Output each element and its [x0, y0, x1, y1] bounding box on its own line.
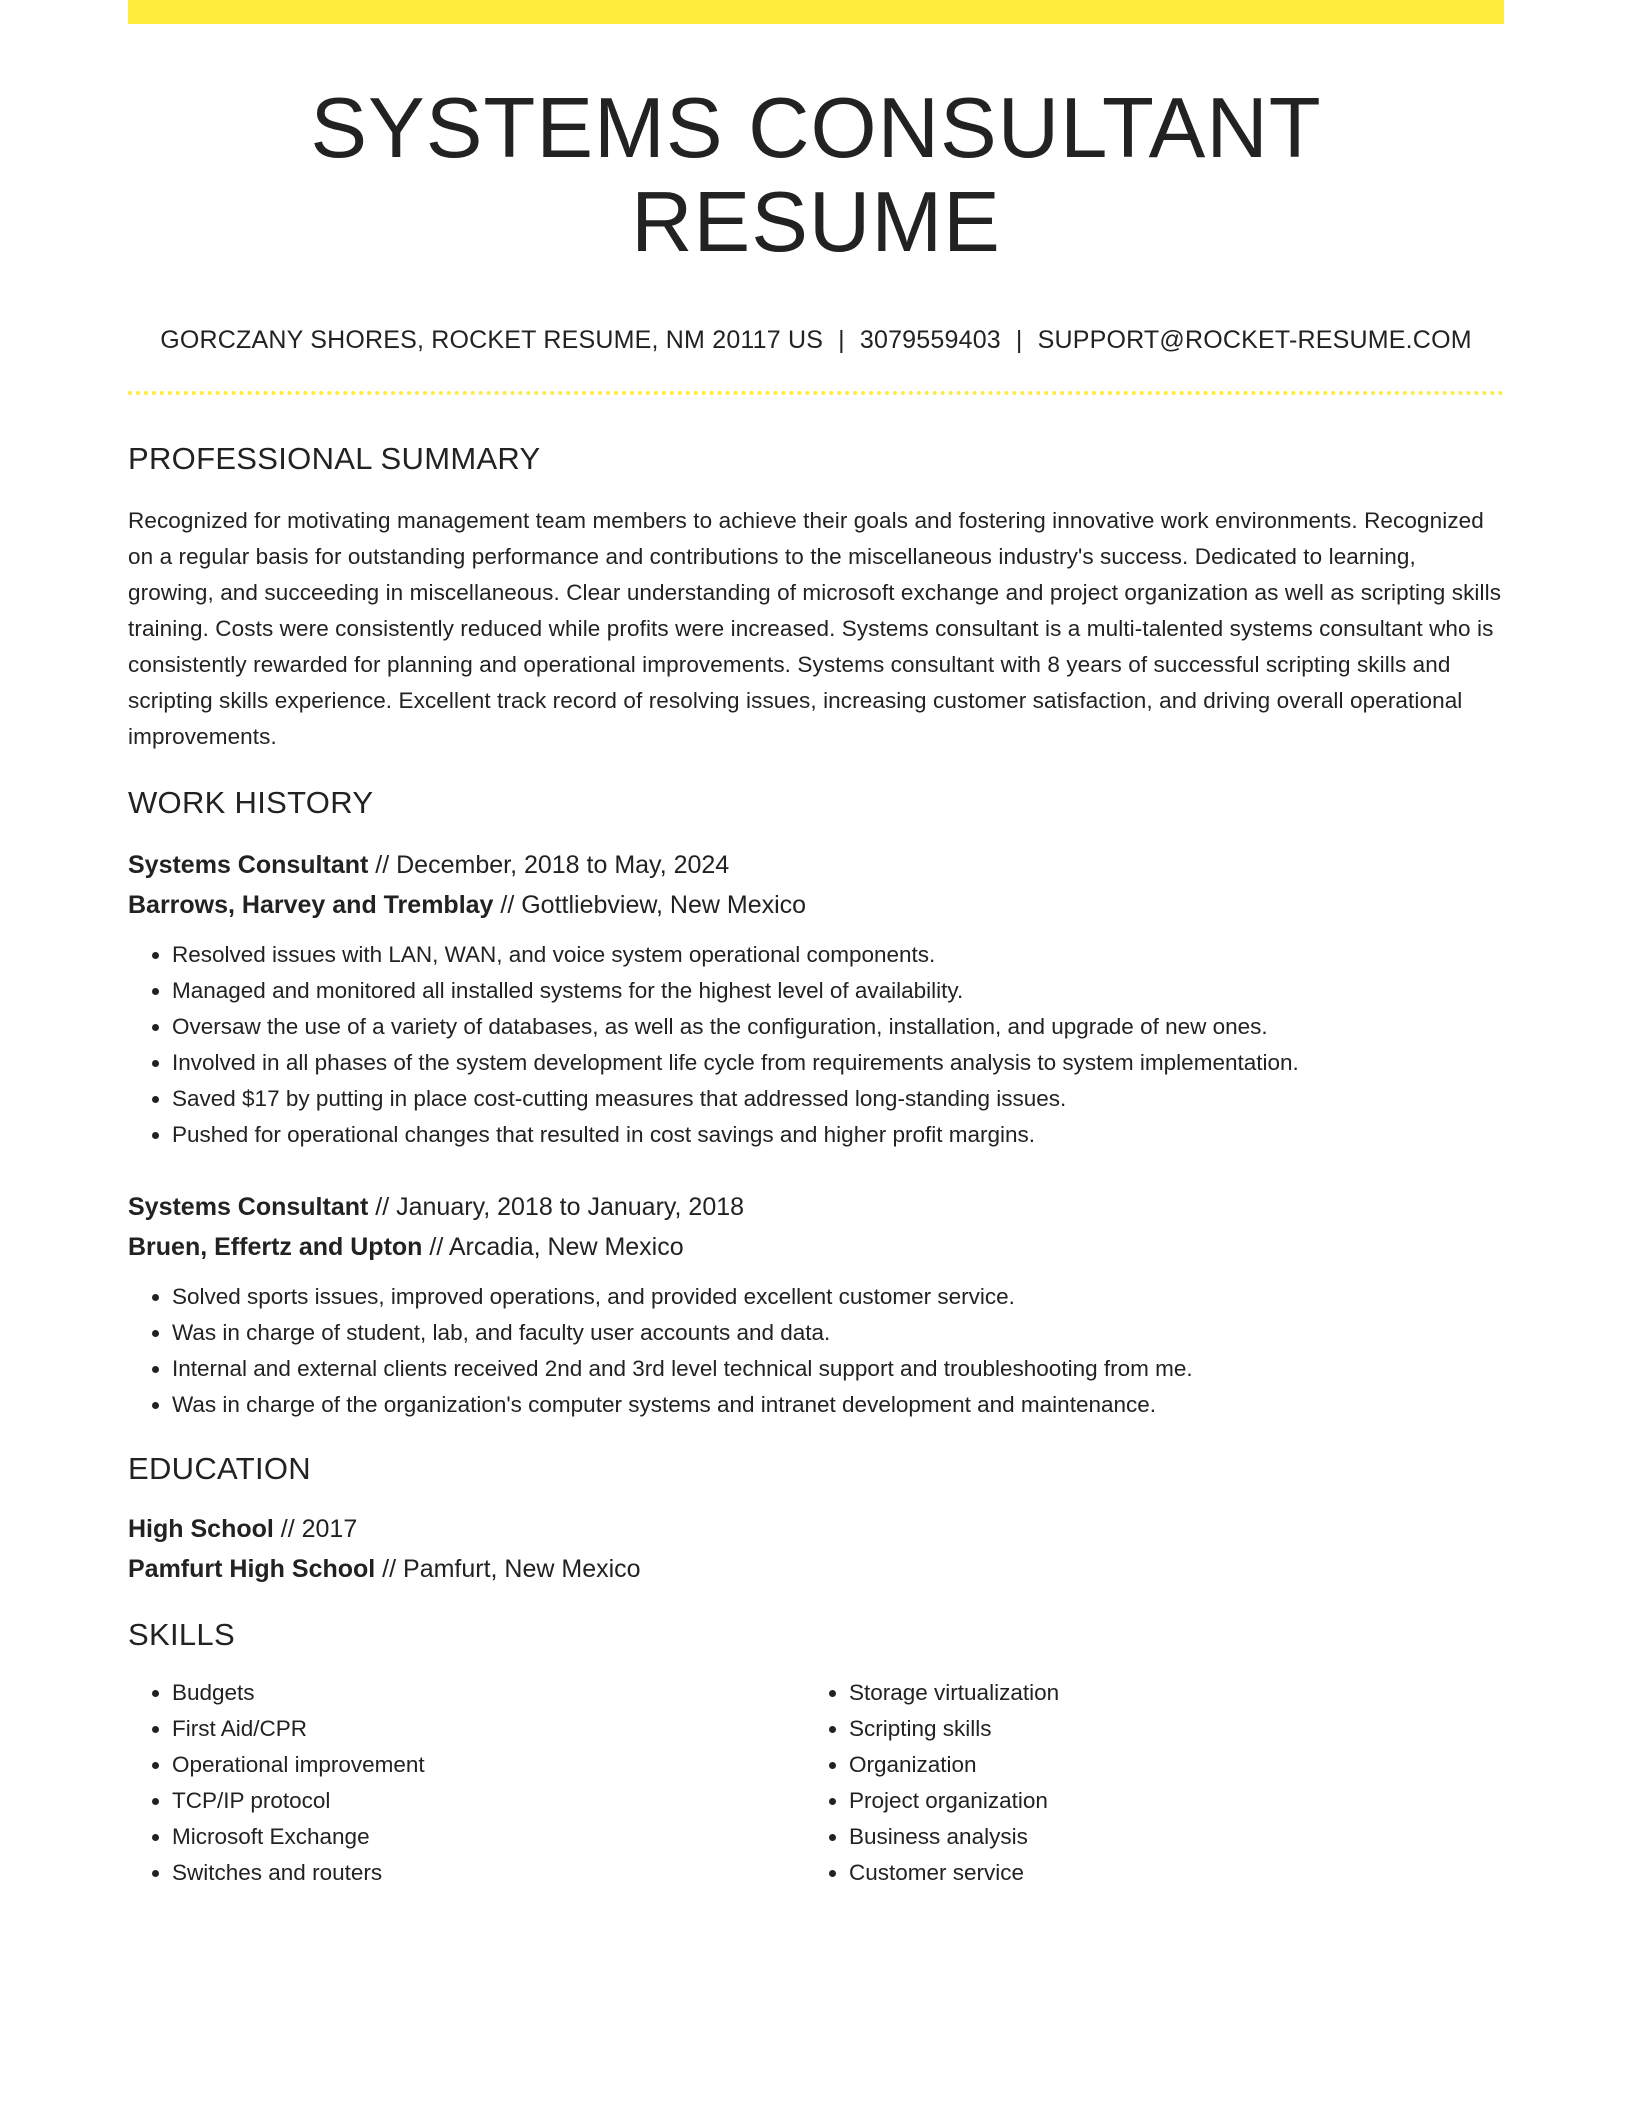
job-company: Bruen, Effertz and Upton [128, 1232, 423, 1261]
job-location: // Arcadia, New Mexico [422, 1232, 684, 1261]
job-company: Barrows, Harvey and Tremblay [128, 890, 494, 919]
list-item: • Managed and monitored all installed systems for the highest level of availability. [172, 973, 1504, 1009]
list-item: • Involved in all phases of the system development life cycle from requirements analysis to system implementation. [172, 1045, 1504, 1081]
job-duties-list [128, 1279, 1504, 1423]
list-item: • Internal and external clients received 2nd and 3rd level technical support and troubleshooting from me. [172, 1351, 1504, 1387]
summary-text: Recognized for motivating management team members to achieve their goals and fostering innovative work environments. Recognized on a regular basis for outstanding performance and contributions to the miscellaneous industry's success. Dedicated to learning, growing, and succeeding in miscellaneous. Clear understanding of microsoft exchange and project organization as well as scripting skills training. Costs were consistently reduced while profits were increased. Systems consultant is a multi-talented systems consultant who is consistently rewarded for planning and operational improvements. Systems consultant with 8 years of successful scripting skills and scripting skills experience. Excellent track record of resolving issues, increasing customer satisfaction, and driving overall operational improvements. [128, 507, 1502, 749]
list-item: • Oversaw the use of a variety of databases, as well as the configuration, installation, and upgrade of new ones. [172, 1009, 1504, 1045]
skill-item: • Scripting skills [849, 1711, 1449, 1747]
page-title: SYSTEMS CONSULTANT RESUME [310, 81, 1322, 270]
contact-line [128, 326, 1504, 355]
list-item: • Saved $17 by putting in place cost-cutting measures that addressed long-standing issues. [172, 1081, 1504, 1117]
list-item: • Pushed for operational changes that resulted in cost savings and higher profit margins. [172, 1117, 1504, 1153]
accent-bar [128, 0, 1504, 24]
list-item: • Was in charge of student, lab, and faculty user accounts and data. [172, 1315, 1504, 1351]
skill-item: • Storage virtualization [849, 1675, 1449, 1711]
job-company-line [128, 1227, 1504, 1267]
job-location: // Gottliebview, New Mexico [493, 890, 807, 919]
skill-item: • Project organization [849, 1783, 1449, 1819]
skill-item: • Organization [849, 1747, 1449, 1783]
skill-item: • Budgets [172, 1675, 805, 1711]
job-title-line [128, 845, 1504, 885]
contact-address: GORCZANY SHORES, ROCKET RESUME, NM 20117 US [160, 325, 824, 354]
education-entry [128, 1509, 1504, 1589]
job-entry [128, 845, 1504, 1153]
contact-separator: | [1015, 325, 1023, 354]
job-dates: // December, 2018 to May, 2024 [368, 850, 730, 879]
degree-line [128, 1509, 1504, 1549]
contact-email: SUPPORT@ROCKET-RESUME.COM [1037, 325, 1472, 354]
job-title-line [128, 1187, 1504, 1227]
job-company-line [128, 885, 1504, 925]
skill-item: • Switches and routers [172, 1855, 805, 1891]
header-divider [128, 391, 1504, 395]
skills-heading: SKILLS [128, 1616, 235, 1652]
school-name: Pamfurt High School [128, 1554, 376, 1583]
skills-grid [128, 1675, 1504, 1891]
contact-separator: | [838, 325, 845, 354]
job-duties-list [128, 937, 1504, 1153]
resume-page [128, 0, 1504, 1891]
job-title: Systems Consultant [128, 850, 369, 879]
skill-item: • Business analysis [849, 1819, 1449, 1855]
contact-phone: 3079559403 [859, 325, 1001, 354]
job-entry [128, 1187, 1504, 1423]
skill-item: • Customer service [849, 1855, 1449, 1891]
skills-list-left [128, 1675, 805, 1891]
graduation-year: // 2017 [273, 1514, 358, 1543]
education-heading: EDUCATION [128, 1450, 311, 1486]
school-location: // Pamfurt, New Mexico [375, 1554, 641, 1583]
summary-heading: PROFESSIONAL SUMMARY [128, 440, 541, 476]
job-dates: // January, 2018 to January, 2018 [368, 1192, 745, 1221]
school-line [128, 1549, 1504, 1589]
work-history-heading: WORK HISTORY [128, 784, 374, 820]
degree: High School [128, 1514, 274, 1543]
skills-list-right [805, 1675, 1449, 1891]
job-title: Systems Consultant [128, 1192, 369, 1221]
list-item: • Resolved issues with LAN, WAN, and voice system operational components. [172, 937, 1504, 973]
list-item: • Solved sports issues, improved operations, and provided excellent customer service. [172, 1279, 1504, 1315]
skill-item: • Operational improvement [172, 1747, 805, 1783]
list-item: • Was in charge of the organization's computer systems and intranet development and maintenance. [172, 1387, 1504, 1423]
skill-item: • Microsoft Exchange [172, 1819, 805, 1855]
skill-item: • TCP/IP protocol [172, 1783, 805, 1819]
skill-item: • First Aid/CPR [172, 1711, 805, 1747]
